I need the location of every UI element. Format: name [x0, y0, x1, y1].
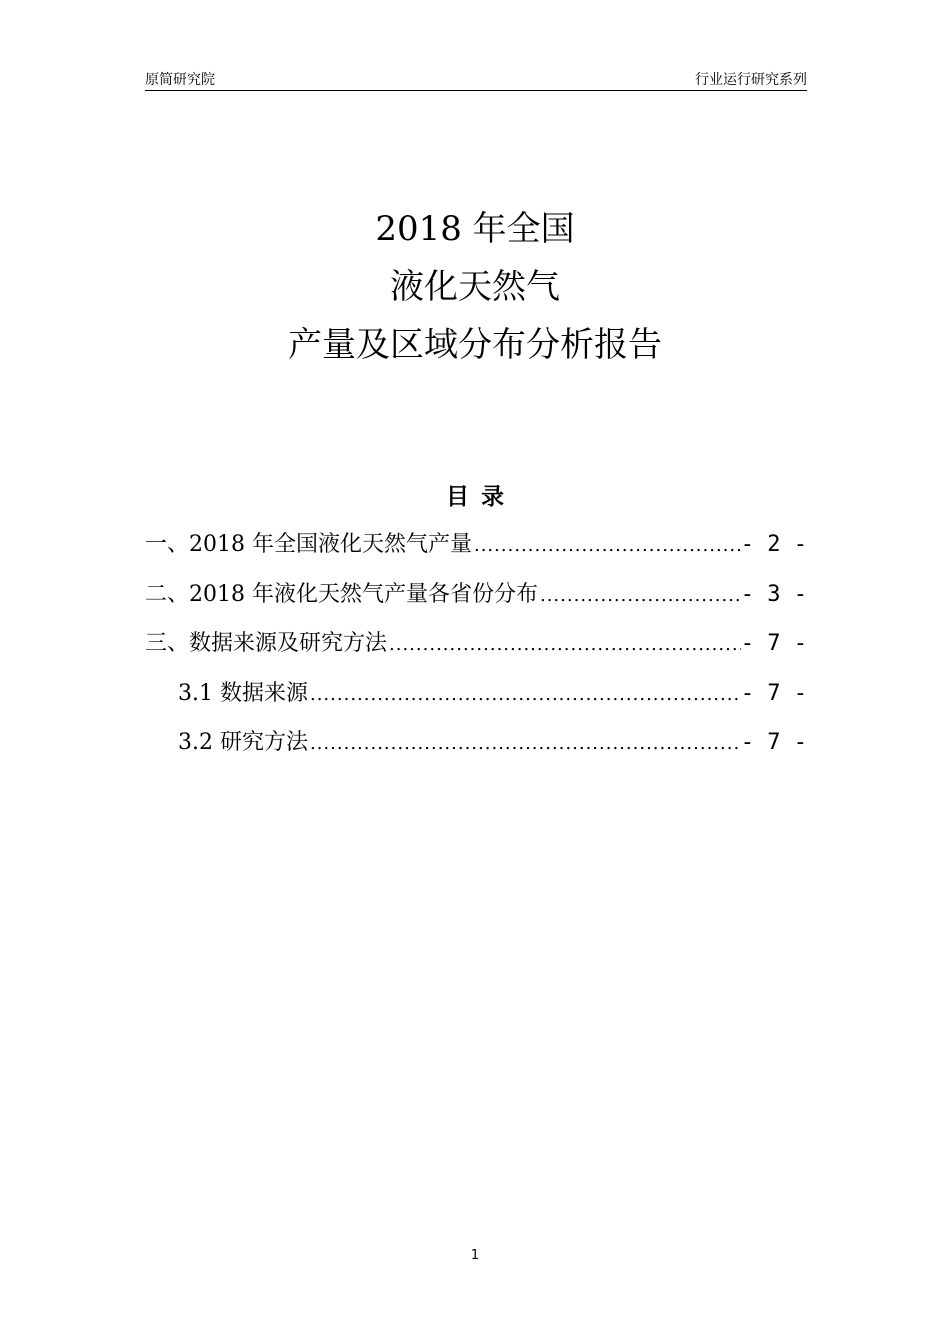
toc-entry-label: 二、2018 年液化天然气产量各省份分布 [145, 581, 538, 607]
toc-entry[interactable] [145, 626, 807, 676]
toc-entry-page: - 3 - [740, 581, 807, 607]
toc-subentry[interactable] [145, 676, 807, 726]
title-line-3: 产量及区域分布分析报告 [288, 325, 662, 365]
toc-entry-label: 三、数据来源及研究方法 [145, 631, 388, 656]
toc-subentry[interactable] [145, 725, 807, 775]
toc-leader-dots [387, 634, 741, 655]
toc-entry-page: - 2 - [740, 532, 807, 557]
header-series: 行业运行研究系列 [695, 72, 807, 88]
toc-entry-page: - 7 - [740, 631, 807, 656]
title-line-1: 2018 年全国 [375, 209, 575, 249]
toc-entry-page: - 7 - [740, 680, 807, 706]
title-line-2: 液化天然气 [390, 267, 560, 307]
table-of-contents [145, 527, 807, 775]
toc-leader-dots [472, 535, 741, 556]
document-title [0, 200, 950, 374]
toc-entry-page: - 7 - [740, 730, 807, 755]
toc-heading: 目录 [446, 484, 516, 510]
toc-entry[interactable] [145, 527, 807, 577]
toc-leader-dots [308, 733, 741, 754]
header-organization: 原简研究院 [145, 72, 215, 88]
toc-entry-label: 3.1 数据来源 [178, 680, 308, 706]
toc-leader-dots [308, 684, 741, 705]
toc-entry-label: 3.2 研究方法 [178, 730, 308, 755]
page-header [145, 68, 807, 91]
toc-entry[interactable] [145, 577, 807, 627]
toc-leader-dots [538, 585, 741, 606]
footer-page-number: 1 [470, 1248, 480, 1263]
toc-entry-label: 一、2018 年全国液化天然气产量 [145, 532, 472, 557]
